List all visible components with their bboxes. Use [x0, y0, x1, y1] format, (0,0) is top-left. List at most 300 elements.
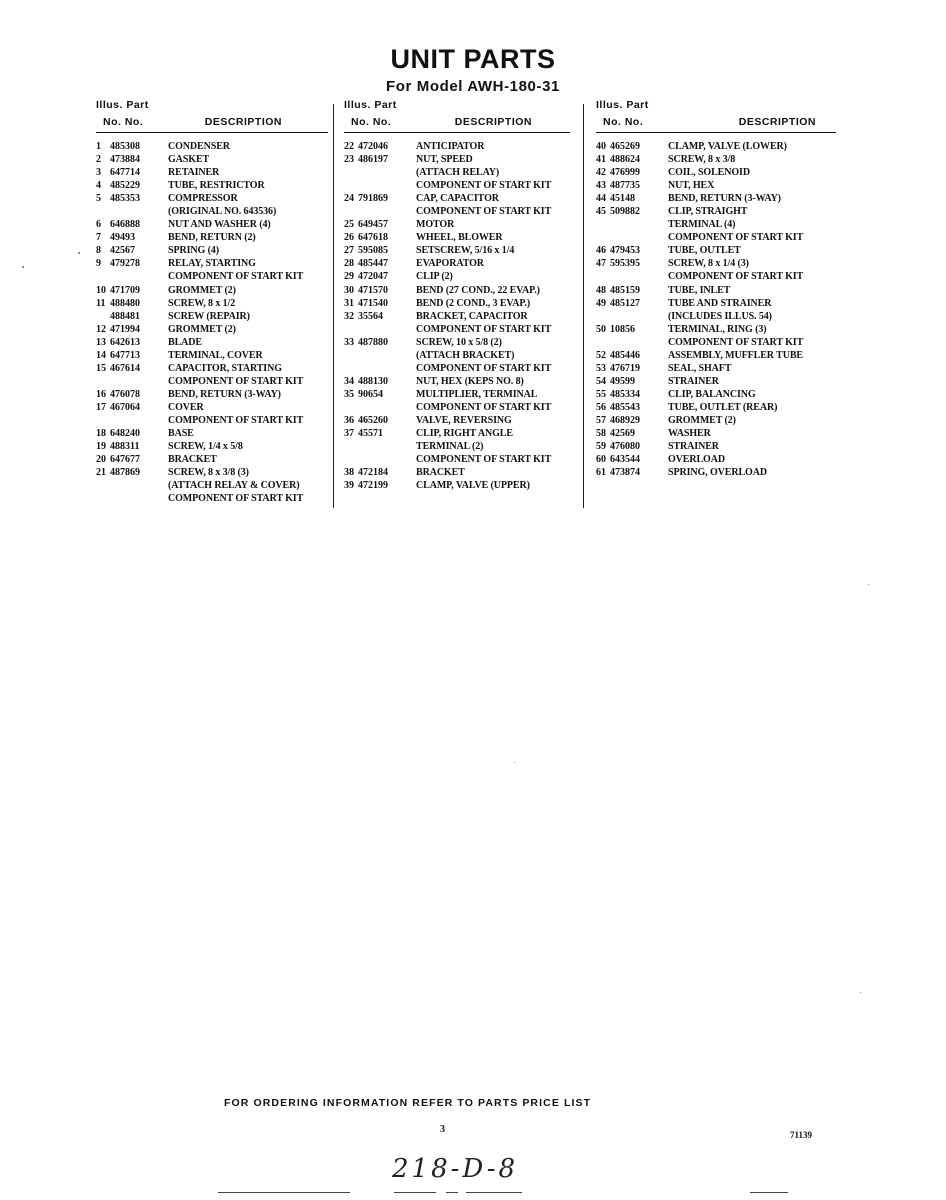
part-description: TUBE, RESTRICTOR [168, 180, 265, 192]
part-number: 471709 [110, 284, 140, 296]
illus-number: 54 [596, 375, 606, 387]
parts-row [96, 453, 328, 466]
part-number [358, 362, 416, 375]
part-description: BRACKET [416, 467, 465, 479]
part-description: BEND (27 COND., 22 EVAP.) [416, 284, 540, 296]
part-number: 465269 [610, 141, 640, 152]
part-number: 471540 [358, 297, 388, 309]
parts-row [344, 192, 570, 205]
illus-number: 14 [96, 349, 106, 361]
part-number: 487735 [610, 180, 640, 192]
illus-number [96, 310, 110, 323]
parts-row [344, 297, 570, 310]
parts-row [344, 140, 570, 153]
parts-row [596, 179, 836, 192]
illus-number: 34 [344, 375, 354, 387]
handwritten-note: 218-D-8 [392, 1154, 519, 1184]
part-number: 42569 [610, 428, 635, 440]
illus-part-heading: Illus. Part [344, 99, 397, 111]
illus-number [596, 310, 610, 323]
part-number: 476719 [610, 362, 640, 374]
illus-number: 10 [96, 284, 106, 296]
part-number: 485229 [110, 180, 140, 192]
parts-row [96, 388, 328, 401]
parts-row [596, 336, 836, 349]
parts-row [96, 140, 328, 153]
parts-row [344, 362, 570, 375]
illus-number [96, 479, 110, 492]
part-description: BEND, RETURN (3-WAY) [668, 193, 781, 205]
part-description: COMPONENT OF START KIT [416, 323, 552, 335]
part-description: CONDENSER [168, 141, 230, 152]
part-description: SCREW, 1/4 x 5/8 [168, 441, 243, 453]
illus-number: 56 [596, 401, 606, 413]
part-description: BRACKET, CAPACITOR [416, 310, 528, 322]
part-description: OVERLOAD [668, 454, 725, 466]
part-description: TUBE AND STRAINER [668, 297, 772, 309]
parts-row [344, 205, 570, 218]
part-description: SPRING (4) [168, 245, 219, 257]
parts-row [596, 453, 836, 466]
part-description: COMPONENT OF START KIT [168, 493, 304, 505]
parts-list [96, 140, 328, 505]
part-description: TERMINAL, RING (3) [668, 323, 767, 335]
part-description: SEAL, SHAFT [668, 362, 732, 374]
illus-number: 29 [344, 271, 354, 283]
illus-number: 21 [96, 467, 106, 479]
illus-number [344, 323, 358, 336]
part-description: COMPONENT OF START KIT [416, 180, 552, 192]
part-number: 10856 [610, 323, 635, 335]
column-divider [333, 104, 334, 508]
illus-number: 4 [96, 180, 101, 192]
illus-number: 28 [344, 258, 354, 270]
illus-number: 40 [596, 141, 606, 152]
part-description: COMPRESSOR [168, 193, 238, 205]
part-number: 488480 [110, 297, 140, 309]
part-description: TUBE, OUTLET [668, 245, 741, 257]
part-description: TUBE, OUTLET (REAR) [668, 401, 778, 413]
parts-row [344, 466, 570, 479]
parts-row [96, 323, 328, 336]
description-heading: DESCRIPTION [454, 116, 532, 128]
part-number: 647677 [110, 454, 140, 466]
part-description: STRAINER [668, 375, 719, 387]
bottom-rule [446, 1192, 458, 1193]
part-description: TERMINAL, COVER [168, 349, 263, 361]
part-description: MULTIPLIER, TERMINAL [416, 388, 538, 400]
header-rule [596, 132, 836, 133]
illus-number: 39 [344, 480, 354, 492]
part-number: 647713 [110, 349, 140, 361]
illus-number: 37 [344, 428, 354, 440]
scan-speck [514, 762, 515, 763]
parts-row [96, 414, 328, 427]
part-description: COMPONENT OF START KIT [416, 454, 552, 466]
parts-row [596, 231, 836, 244]
part-number: 487880 [358, 336, 388, 348]
part-number: 485353 [110, 193, 140, 205]
part-description: (ATTACH RELAY) [416, 167, 500, 179]
illus-number: 33 [344, 336, 354, 348]
part-number [610, 310, 668, 323]
part-number: 468929 [610, 414, 640, 426]
column-header [96, 99, 328, 133]
illus-number [344, 179, 358, 192]
parts-row [344, 257, 570, 270]
illus-number: 46 [596, 245, 606, 257]
illus-number: 12 [96, 323, 106, 335]
illus-number: 3 [96, 167, 101, 179]
parts-row [344, 336, 570, 349]
part-description: COVER [168, 401, 204, 413]
part-description: TERMINAL (2) [416, 441, 484, 453]
parts-row [596, 427, 836, 440]
parts-row [596, 349, 836, 362]
parts-row [344, 349, 570, 362]
part-number [110, 479, 168, 492]
part-number: 471994 [110, 323, 140, 335]
illus-number [344, 349, 358, 362]
part-description: GROMMET (2) [668, 414, 736, 426]
parts-column-2 [344, 99, 570, 492]
part-number: 49493 [110, 232, 135, 244]
parts-row [596, 244, 836, 257]
parts-row [596, 323, 836, 336]
parts-row [596, 310, 836, 323]
parts-row [344, 179, 570, 192]
part-description: SCREW, 8 x 1/4 (3) [668, 258, 749, 270]
part-description: NUT AND WASHER (4) [168, 219, 271, 231]
part-description: (ORIGINAL NO. 643536) [168, 206, 277, 218]
part-description: BLADE [168, 336, 202, 348]
illus-number: 52 [596, 349, 606, 361]
part-description: GROMMET (2) [168, 323, 236, 335]
part-number: 472199 [358, 480, 388, 492]
part-description: MOTOR [416, 219, 455, 231]
parts-row [596, 153, 836, 166]
part-number: 49599 [610, 375, 635, 387]
page-number: 3 [440, 1124, 445, 1135]
illus-number: 44 [596, 193, 606, 205]
parts-row [596, 284, 836, 297]
header-rule [344, 132, 570, 133]
illus-number: 13 [96, 336, 106, 348]
part-description: (INCLUDES ILLUS. 54) [668, 310, 772, 322]
parts-row [96, 297, 328, 310]
part-number: 479453 [610, 245, 640, 257]
parts-row [96, 166, 328, 179]
part-description: CLIP, STRAIGHT [668, 206, 748, 218]
part-number [610, 218, 668, 231]
document-number: 71139 [790, 1130, 813, 1140]
illus-number: 47 [596, 258, 606, 270]
illus-number [344, 362, 358, 375]
parts-row [596, 140, 836, 153]
scan-speck [860, 992, 861, 993]
illus-number: 2 [96, 154, 101, 166]
part-description: COMPONENT OF START KIT [168, 271, 304, 283]
part-description: BRACKET [168, 454, 217, 466]
part-description: NUT, HEX (KEPS NO. 8) [416, 375, 524, 387]
part-number [358, 401, 416, 414]
parts-row [344, 414, 570, 427]
part-number [110, 375, 168, 388]
part-number [358, 440, 416, 453]
part-number: 643544 [610, 454, 640, 466]
part-number: 487869 [110, 467, 140, 479]
part-number: 791869 [358, 193, 388, 205]
illus-number [96, 414, 110, 427]
part-number: 647618 [358, 232, 388, 244]
parts-row [596, 218, 836, 231]
part-description: CLIP, RIGHT ANGLE [416, 428, 513, 440]
illus-number: 60 [596, 454, 606, 466]
illus-number [344, 166, 358, 179]
illus-number [344, 401, 358, 414]
parts-row [596, 362, 836, 375]
part-number: 485543 [610, 401, 640, 413]
illus-number: 35 [344, 388, 354, 400]
page-title: UNIT PARTS [390, 44, 556, 74]
illus-number: 16 [96, 388, 106, 400]
parts-row [344, 218, 570, 231]
part-description: COMPONENT OF START KIT [168, 375, 304, 387]
illus-number: 41 [596, 154, 606, 166]
no-no-heading: No. No. [103, 116, 144, 128]
parts-row [344, 166, 570, 179]
part-description: BEND (2 COND., 3 EVAP.) [416, 297, 531, 309]
parts-row [344, 479, 570, 492]
part-number: 595085 [358, 245, 388, 257]
parts-row [96, 310, 328, 323]
part-number: 472046 [358, 141, 388, 152]
parts-row [96, 179, 328, 192]
bottom-rule [218, 1192, 350, 1193]
illus-number: 31 [344, 297, 354, 309]
column-header [596, 99, 836, 133]
part-description: BEND, RETURN (3-WAY) [168, 388, 281, 400]
part-description: CLAMP, VALVE (LOWER) [668, 141, 787, 152]
parts-row [344, 323, 570, 336]
column-divider [583, 104, 584, 508]
part-number [610, 231, 668, 244]
parts-row [96, 284, 328, 297]
parts-row [96, 231, 328, 244]
parts-row [596, 166, 836, 179]
model-subtitle: For Model AWH-180-31 [386, 78, 560, 95]
parts-row [96, 192, 328, 205]
part-description: CAPACITOR, STARTING [168, 362, 282, 374]
parts-row [344, 270, 570, 283]
part-description: COMPONENT OF START KIT [416, 362, 552, 374]
part-description: WHEEL, BLOWER [416, 232, 503, 244]
illus-number: 6 [96, 219, 101, 231]
parts-row [96, 257, 328, 270]
illus-number: 20 [96, 454, 106, 466]
part-number [358, 453, 416, 466]
ordering-information-note: FOR ORDERING INFORMATION REFER TO PARTS PRICE LIST [224, 1097, 592, 1109]
part-number [358, 205, 416, 218]
parts-row [344, 310, 570, 323]
description-heading: DESCRIPTION [204, 116, 282, 128]
part-description: NUT, HEX [668, 180, 715, 192]
illus-number: 53 [596, 362, 606, 374]
part-description: SCREW, 8 x 1/2 [168, 297, 236, 309]
parts-row [96, 479, 328, 492]
parts-column-3 [596, 99, 836, 479]
illus-number: 59 [596, 441, 606, 453]
illus-number [596, 270, 610, 283]
parts-row [96, 349, 328, 362]
parts-row [96, 375, 328, 388]
part-description: (ATTACH BRACKET) [416, 349, 515, 361]
part-number: 485447 [358, 258, 388, 270]
illus-number: 17 [96, 401, 106, 413]
parts-row [96, 205, 328, 218]
part-number: 42567 [110, 245, 135, 257]
bottom-rule [750, 1192, 788, 1193]
illus-number: 45 [596, 206, 606, 218]
illus-number [596, 231, 610, 244]
part-description: ASSEMBLY, MUFFLER TUBE [668, 349, 803, 361]
illus-number [96, 492, 110, 505]
parts-row [344, 388, 570, 401]
part-number: 467064 [110, 401, 140, 413]
part-description: EVAPORATOR [416, 258, 484, 270]
part-number: 467614 [110, 362, 140, 374]
illus-number: 42 [596, 167, 606, 179]
illus-number: 5 [96, 193, 101, 205]
part-number [110, 414, 168, 427]
scan-speck [868, 584, 869, 585]
illus-number [344, 453, 358, 466]
parts-row [596, 297, 836, 310]
part-description: ANTICIPATOR [416, 141, 485, 152]
parts-row [596, 401, 836, 414]
parts-row [596, 440, 836, 453]
part-number [610, 270, 668, 283]
parts-row [596, 205, 836, 218]
part-description: GASKET [168, 154, 210, 166]
part-number: 642613 [110, 336, 140, 348]
part-number: 488481 [110, 310, 140, 322]
parts-row [596, 257, 836, 270]
parts-row [96, 362, 328, 375]
scan-speck [78, 252, 80, 254]
parts-row [96, 218, 328, 231]
header-rule [96, 132, 328, 133]
illus-number: 19 [96, 441, 106, 453]
illus-number [96, 375, 110, 388]
parts-row [96, 466, 328, 479]
part-description: COMPONENT OF START KIT [668, 336, 804, 348]
part-description: COMPONENT OF START KIT [168, 414, 304, 426]
illus-number: 38 [344, 467, 354, 479]
parts-row [344, 153, 570, 166]
parts-row [96, 440, 328, 453]
part-number: 486197 [358, 154, 388, 166]
part-number: 485159 [610, 284, 640, 296]
part-number: 485334 [610, 388, 640, 400]
part-description: RELAY, STARTING [168, 258, 256, 270]
illus-number: 22 [344, 141, 354, 152]
part-number [358, 323, 416, 336]
part-description: CAP, CAPACITOR [416, 193, 499, 205]
illus-number: 50 [596, 323, 606, 335]
part-description: SETSCREW, 5/16 x 1/4 [416, 245, 515, 257]
part-number: 90654 [358, 388, 383, 400]
bottom-rule [394, 1192, 436, 1193]
parts-row [344, 453, 570, 466]
parts-row [96, 401, 328, 414]
parts-row [344, 231, 570, 244]
illus-number: 24 [344, 193, 354, 205]
parts-row [96, 153, 328, 166]
part-number: 476080 [610, 441, 640, 453]
part-number [110, 205, 168, 218]
part-description: CLIP, BALANCING [668, 388, 756, 400]
part-description: COMPONENT OF START KIT [668, 271, 804, 283]
part-number [358, 179, 416, 192]
part-description: (ATTACH RELAY & COVER) [168, 480, 300, 492]
illus-number: 26 [344, 232, 354, 244]
illus-number: 25 [344, 219, 354, 231]
parts-row [96, 492, 328, 505]
parts-row [596, 192, 836, 205]
illus-number: 36 [344, 414, 354, 426]
part-number: 485446 [610, 349, 640, 361]
part-number: 647714 [110, 167, 140, 179]
parts-row [344, 375, 570, 388]
illus-number: 7 [96, 232, 101, 244]
part-description: SPRING, OVERLOAD [668, 467, 767, 479]
illus-number [596, 336, 610, 349]
part-description: WASHER [668, 428, 711, 440]
part-number: 473884 [110, 154, 140, 166]
description-heading: DESCRIPTION [738, 116, 816, 128]
part-number: 45148 [610, 193, 635, 205]
parts-row [96, 427, 328, 440]
no-no-heading: No. No. [351, 116, 392, 128]
part-number: 476999 [610, 167, 640, 179]
scan-speck [22, 266, 24, 268]
illus-number: 1 [96, 141, 101, 152]
part-number: 488311 [110, 441, 140, 453]
part-number [110, 492, 168, 505]
illus-number: 49 [596, 297, 606, 309]
parts-row [596, 466, 836, 479]
bottom-rule [466, 1192, 522, 1193]
part-description: VALVE, REVERSING [416, 414, 512, 426]
part-number: 648240 [110, 428, 140, 440]
part-description: STRAINER [668, 441, 719, 453]
part-number [358, 349, 416, 362]
part-description: CLIP (2) [416, 271, 453, 283]
illus-number: 57 [596, 414, 606, 426]
illus-part-heading: Illus. Part [596, 99, 649, 111]
illus-number: 23 [344, 154, 354, 166]
parts-row [96, 336, 328, 349]
part-description: SCREW, 8 x 3/8 (3) [168, 467, 249, 479]
illus-number: 55 [596, 388, 606, 400]
part-description: SCREW, 10 x 5/8 (2) [416, 336, 502, 348]
part-number: 488130 [358, 375, 388, 387]
part-description: TERMINAL (4) [668, 219, 736, 231]
parts-row [344, 440, 570, 453]
part-description: COMPONENT OF START KIT [416, 401, 552, 413]
illus-number: 32 [344, 310, 354, 322]
